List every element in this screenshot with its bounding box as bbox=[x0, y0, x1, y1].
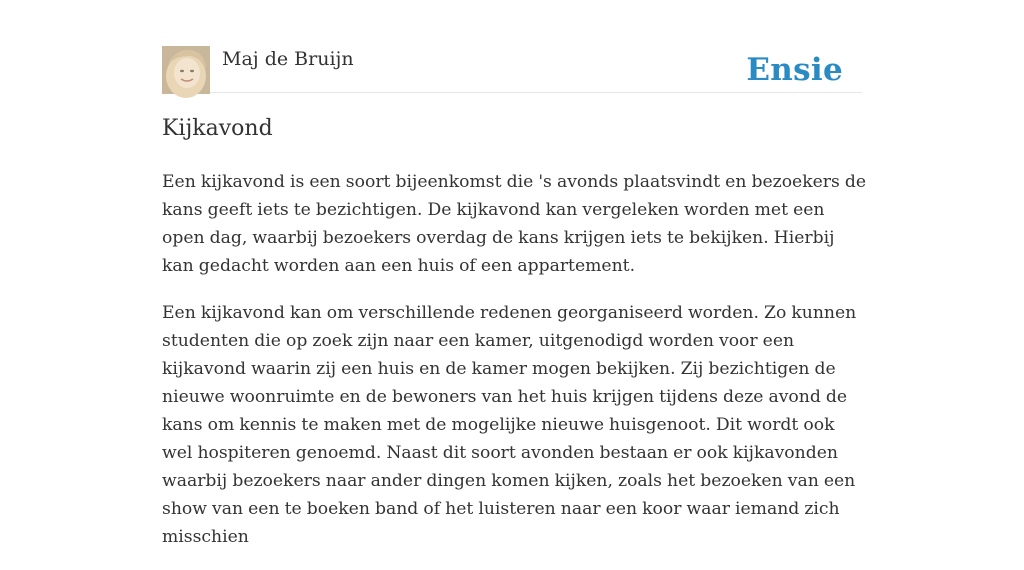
article-title: Kijkavond bbox=[162, 116, 273, 141]
ensie-logo[interactable]: Ensie bbox=[746, 52, 843, 88]
author-name[interactable]: Maj de Bruijn bbox=[222, 48, 354, 70]
avatar[interactable] bbox=[162, 46, 210, 94]
paragraph-2: Een kijkavond kan om verschillende redenen georganiseerd worden. Zo kunnen studenten die op zoek zijn naar een kamer, uitgenodigd worden voor een kijkavond waarin zij een huis en de kamer mogen bekijken. Zij bezichtigen de nieuwe woonruimte en de bewoners van het huis krijgen tijdens deze avond de kans om kennis te maken met de mogelijke nieuwe huisgenoot. Dit wordt ook wel hospiteren genoemd. Naast dit soort avonden bestaan er ook kijkavonden waarbij bezoekers naar ander dingen komen kijken, zoals het bezoeken van een show van een te boeken band of het luisteren naar een koor waar iemand zich misschien bbox=[162, 303, 857, 547]
author-header bbox=[162, 46, 862, 93]
avatar-photo-icon bbox=[162, 46, 210, 94]
paragraph-1: Een kijkavond is een soort bijeenkomst die 's avonds plaatsvindt en bezoekers de kans geeft iets te bezichtigen. De kijkavond kan vergeleken worden met een open dag, waarbij bezoekers overdag de kans krijgen iets te bekijken. Hierbij kan gedacht worden aan een huis of een appartement. bbox=[162, 172, 867, 276]
article-body bbox=[162, 168, 867, 570]
